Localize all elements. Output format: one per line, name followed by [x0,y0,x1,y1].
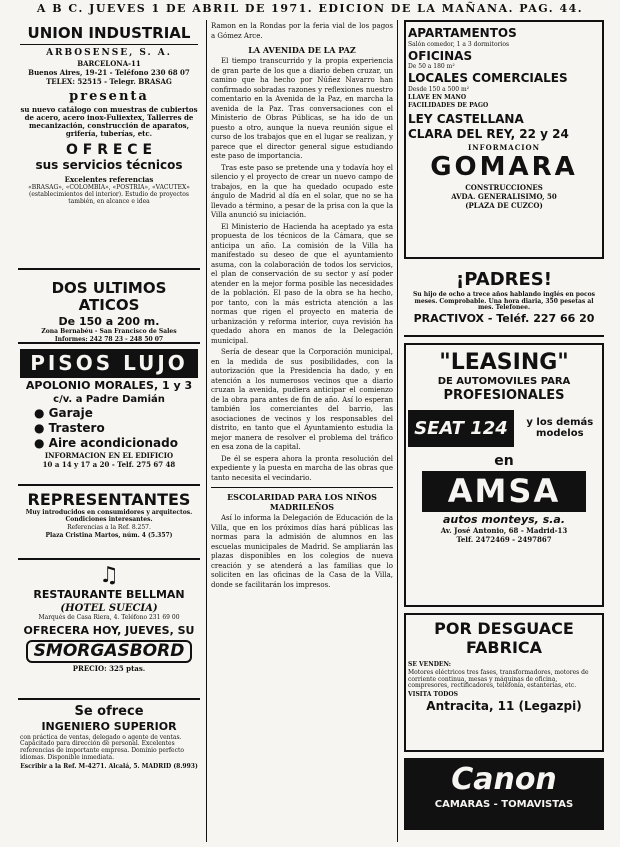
article-paragraph: Así lo informa la Delegación de Educación de la Villa, que en los próximos días hará públicas las normas para la admisión de alumnos en las escuelas municipales de Madrid. Se ampliarán las plazas disponibles en los colegios de nueva creación y se atenderá a las familias que lo soliciten en las oficinas de la Casa de la Villa, donde se facilitarán los impresos. [211,514,393,589]
bellman-addr: Marqués de Casa Riera, 4. Teléfono 231 69 00 [38,614,180,622]
feature-garaje: ● Garaje [34,406,93,421]
amsa-monteys: autos monteys, s.a. [442,512,566,526]
gomara-ad [404,20,604,259]
union-refs: Excelentes referencias [64,174,154,184]
clara-del-rey: CLARA DEL REY, 22 y 24 [408,126,569,141]
ing-sub: INGENIERO SUPERIOR [41,719,177,733]
union-title: UNION INDUSTRIAL [20,25,198,45]
padres-title: ¡PADRES! [456,269,552,290]
bellman-price: PRECIO: 325 ptas. [72,664,146,674]
pisos-lujo-ad [18,344,200,486]
leasing-title: "LEASING" [439,350,569,375]
pisos-hours: 10 a 14 y 17 a 20 - Telf. 275 67 48 [42,460,176,470]
aticos-ad [18,270,200,344]
oficinas-title: OFICINAS [408,48,473,63]
leasing-prof: PROFESIONALES [443,387,565,403]
amsa-logo: AMSA [422,471,586,512]
apart-sub: Salón comedor, 1 a 3 dormitorios [408,40,510,48]
repr-ref: Referencias a la Ref. 8.257. [67,524,151,532]
facilidades-text: FACILIDADES DE PAGO [408,101,489,109]
amsa-tel: Telf. 2472469 - 2497867 [456,535,552,545]
bellman-smorgas: SMÖRGASBORD [26,640,192,664]
locales-size: Desde 150 a 500 m² [408,86,470,94]
union-presenta: presenta [69,88,149,104]
leasing-demas: y los demás modelos [526,417,594,440]
amsa-addr: Av. José Antonio, 68 - Madrid-13 [440,526,568,536]
guitar-icon: ♫ [99,563,119,588]
ing-desc: con práctica de ventas, delegado o agente de ventas. Capacitado para dirección de personal. Excelentes referencias de importante empresa. Dominio perfecto idiomas. Disponible inmediata. [20,733,184,762]
pisos-street: APOLONIO MORALES, 1 y 3 [25,379,193,392]
repr-addr: Plaza Cristina Martos, núm. 4 (5.357) [45,532,173,540]
union-address: Buenos Aires, 19-21 - Teléfono 230 68 07 [28,67,190,77]
feature-label: Aire acondicionado [48,436,178,451]
canon-sub: CAMARAS - TOMAVISTAS [434,798,574,810]
desguace-addr: Antracita, 11 (Legazpi) [426,699,582,714]
llave-text: LLAVE EN MANO [408,94,467,102]
leasing-en: en [494,452,514,469]
padres-desc: Su hijo de ocho a trece años hablando inglés en pocos meses. Comprobable. Una hora diaria, 350 pesetas al mes. Telefonee. [412,290,596,312]
canon-ad [404,758,604,830]
union-telex: TELEX: 52515 - Telegr. BRASAG [46,76,172,86]
ingeniero-ad [18,700,200,778]
gomara-plaza: (PLAZA DE CUZCO) [465,201,543,211]
repr-desc: Muy introducidos en consumidores y arquitectos. Condiciones interesantes. [25,509,193,524]
padres-ad [404,265,604,337]
ing-addr: Escribir a la Ref. M-4271. Alcalá, 5. MADRID (8.993) [20,763,198,771]
bellman-hotel: (HOTEL SUECIA) [60,602,158,614]
union-servicios: sus servicios técnicos [35,157,183,172]
oficinas-size: De 50 a 180 m² [408,63,455,71]
pisos-corner: c/v. a Padre Damián [53,393,165,405]
feature-trastero: ● Trastero [34,421,105,436]
gomara-addr: AVDA. GENERALISIMO, 50 [451,192,557,202]
feature-label: Garaje [48,406,93,421]
article-paragraph: De él se espera ahora la pronta resolución del expediente y la puesta en marcha de las obras que tanto necesita el vecindario. [211,454,393,482]
leasing-de: DE AUTOMOVILES PARA [437,376,571,388]
leasing-ad [404,343,604,607]
apart-title: APARTAMENTOS [408,26,517,40]
info-label: INFORMACION [467,143,541,153]
article-paragraph: Sería de desear que la Corporación municipal, en la medida de sus posibilidades, con la autorización que la Presidencia ha dado, y en atención a los numerosos vecinos que a diario cruzan la avenida, pudiera anticipar el comienzo de la obra para antes de fin de año. Así lo esperan también los comerciantes del barrio, las asociaciones de vecinos y los responsables del distrito, en tanto que el Ayuntamiento estudia la mejor manera de resolver el problema del tráfico en esa zona de la capital. [211,348,393,451]
bellman-ofrece: OFRECERA HOY, JUEVES, SU [23,624,195,638]
bellman-ad [18,560,200,700]
feature-label: Trastero [48,421,105,436]
feature-aire: ● Aire acondicionado [34,436,178,451]
left-column [18,20,200,778]
pisos-title: PISOS LUJO [20,349,198,378]
aticos-size: De 150 a 200 m. [58,314,160,328]
article-title: LA AVENIDA DE LA PAZ [248,45,356,55]
center-column [206,20,398,842]
repr-title: REPRESENTANTES [27,490,191,509]
practivox-text: PRACTIVOX - Teléf. 227 66 20 [413,312,595,326]
pisos-info: INFORMACION EN EL EDIFICIO [44,451,174,461]
desguace-ad [404,613,604,752]
aticos-info: Informes: 242 78 23 - 248 50 07 [54,336,164,344]
union-city: BARCELONA-11 [77,58,141,68]
desguace-visit: VISITA TODOS [408,691,458,699]
article-title-2: ESCOLARIDAD PARA LOS NIÑOS MADRILEÑOS [211,487,393,512]
aticos-zone: Zona Bernabéu - San Francisco de Sales [41,328,177,336]
bellman-title: RESTAURANTE BELLMAN [33,588,185,601]
union-ofrece: O F R E C E [65,141,153,158]
constr-label: CONSTRUCCIONES [465,183,543,193]
intro-text: Ramon en la Rondas por la feria vial de los pagos a Gómez Arce. [211,22,393,40]
representantes-ad [18,486,200,560]
union-refs-desc: «BRASAG», «COLOMBIA», «POSTRIA», «VACUTEX» (establecimientos del interior). Estudio de proyectos también, en alcance e idea [28,183,190,205]
locales-title: LOCALES COMERCIALES [408,71,568,86]
union-industrial-ad [18,20,200,270]
ley-castellana: LEY CASTELLANA [408,111,524,126]
right-column [404,20,604,830]
aticos-title: DOS ULTIMOS ATICOS [51,279,167,315]
desguace-title: POR DESGUACE [434,619,574,638]
seat-logo: SEAT 124 [408,410,514,447]
page-header: A B C. JUEVES 1 DE ABRIL DE 1971. EDICION DE LA MAÑANA. PAG. 44. [36,2,584,15]
desguace-vende: SE VENDEN: [408,660,451,668]
union-subtitle: ARBOSENSE, S. A. [46,48,172,59]
article-paragraph: El Ministerio de Hacienda ha aceptado ya esta propuesta de los técnicos de la Cámara, que se anticipa un año. La comisión de la Villa ha manifestado su deseo de que el ayuntamiento asuma, con la colaboración de todos los servicios, el plan de conservación de su sector y así poder atender en la mejor forma posible las necesidades de la población. El paso de la obra se ha hecho, por tanto, con la más estricta atención a las normas que rigen el proyecto en materia de urbanización y reforma interior, cuya revisión ha quedado ahora en manos de la Delegación municipal. [211,222,393,345]
desguace-desc: Motores eléctricos tres fases, transformadores, motores de corriente continua, mesas y máquinas de oficina, compresores, rectificadores, telefonía, estanterías, etc. [408,668,589,690]
article-paragraph: El tiempo transcurrido y la propia experiencia de gran parte de los que a diario deben cruzar, un camino que ha hecho por Núñez Navarro han confirmado sobradas razones y reflexiones nuestro comentario en la Avenida de la Paz, en marcha la avenida de la Paz. Tras conversaciones con el Ministerio de Obras Públicas, se ha ido de un puesto a otro, aunque la nueva reunión sigue el curso de los trabajos que en el lugar se realizan, y parece que el director general sigue estudiando este paso de importancia. [211,57,393,160]
desguace-title2: FABRICA [465,638,543,658]
seat-row [408,410,600,447]
canon-logo: Canon [451,762,557,797]
gomara-logo: GOMARA [430,152,578,183]
union-desc: su nuevo catálogo con muestras de cubiertos de acero, acero inox-Fuliextex, Tallerres de mecanización, construcción de aparatos, grifería, tuberías, etc. [20,104,198,138]
article-paragraph: Tras este paso se pretende una y todavía hoy el silencio y el proyecto de crear un nuevo campo de trabajos, en la que ha quedado ocupado este ángulo de Madrid al día en el solar, que no se ha llevado a término, a pesar de la prisa con la que la Villa anunció su iniciación. [211,163,393,219]
ing-title: Se ofrece [74,704,144,719]
